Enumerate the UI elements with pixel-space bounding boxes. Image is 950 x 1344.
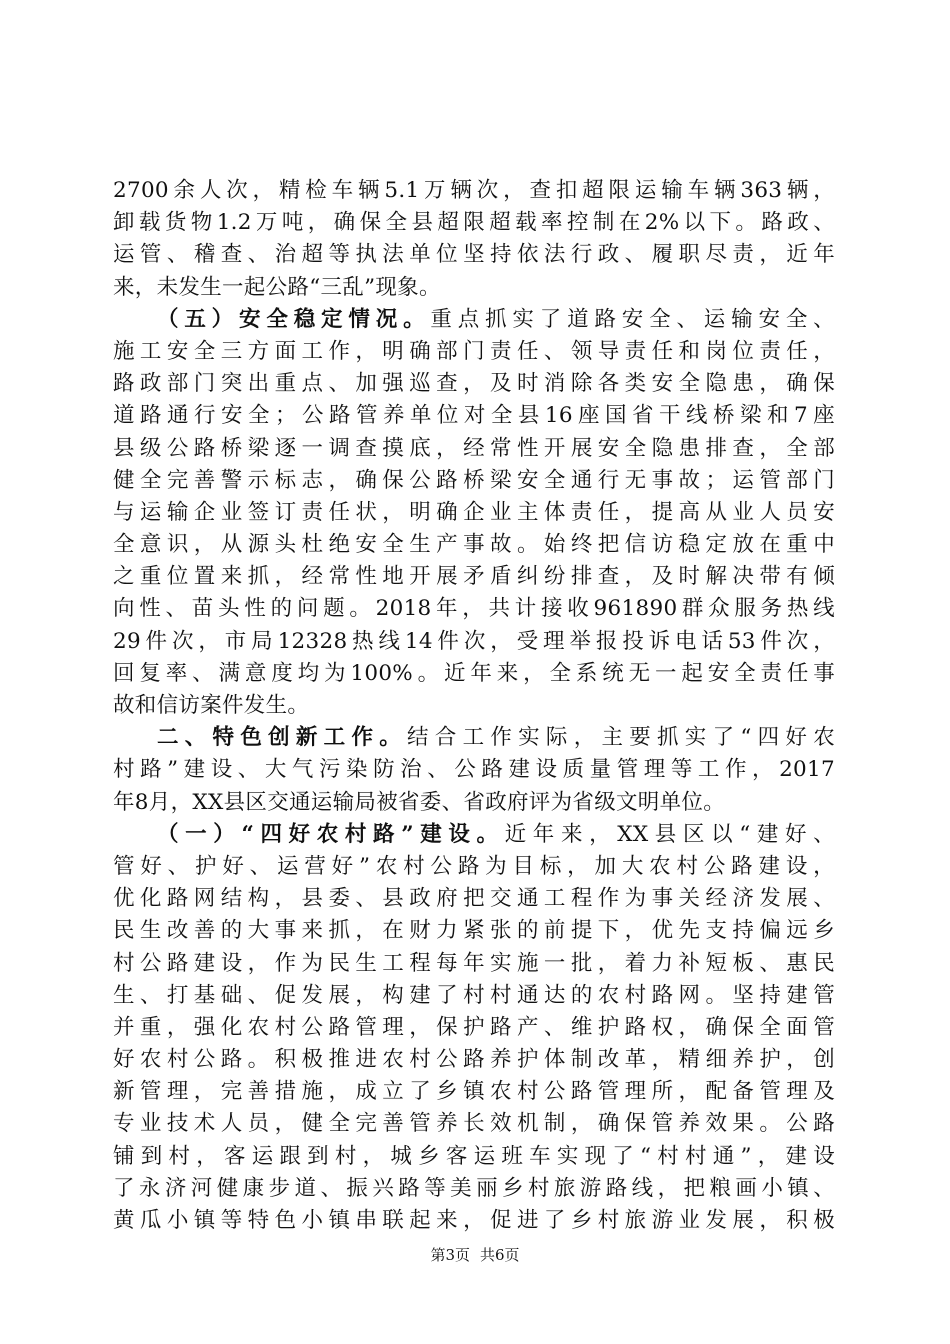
paragraph-text: 管好、护好、运营好”农村公路为目标，加大农村公路建设， (113, 853, 835, 879)
text-line (113, 465, 835, 497)
text-line (113, 1141, 835, 1173)
paragraph-text: 并重，强化农村公路管理，保护路产、维护路权，确保全面管 (113, 1014, 835, 1040)
text-line (113, 658, 835, 690)
text-line (113, 433, 835, 465)
text-line (113, 754, 835, 786)
text-line (113, 400, 835, 432)
text-line (113, 1173, 835, 1205)
text-line (113, 529, 835, 561)
paragraph-text: 结合工作实际，主要抓实了“四好农 (407, 725, 835, 751)
text-line (113, 851, 835, 883)
text-line (113, 1012, 835, 1044)
section-heading: （一）“四好农村路”建设。 (157, 821, 505, 847)
text-line (113, 948, 835, 980)
body-text (113, 175, 835, 1237)
page-number: 第3页 (430, 1246, 470, 1264)
paragraph-text: 道路通行安全；公路管养单位对全县16座国省干线桥梁和7座 (113, 403, 835, 429)
paragraph-text: 施工安全三方面工作，明确部门责任、领导责任和岗位责任， (113, 338, 835, 364)
text-line (113, 239, 835, 271)
section-heading: （五）安全稳定情况。 (157, 306, 431, 332)
text-line (113, 883, 835, 915)
page-footer (0, 1245, 950, 1265)
paragraph-text: 健全完善警示标志，确保公路桥梁安全通行无事故；运管部门 (113, 467, 835, 493)
text-line (113, 722, 835, 754)
page-total: 共6页 (480, 1246, 520, 1264)
text-line (113, 304, 835, 336)
text-line (113, 626, 835, 658)
text-line (113, 593, 835, 625)
paragraph-text: 黄瓜小镇等特色小镇串联起来，促进了乡村旅游业发展，积极 (113, 1208, 835, 1233)
text-line (113, 690, 835, 722)
paragraph-text: 生、打基础、促发展，构建了村村通达的农村路网。坚持建管 (113, 982, 835, 1008)
paragraph-text: 2700余人次，精检车辆5.1万辆次，查扣超限运输车辆363辆， (113, 178, 835, 203)
section-heading: 二、特色创新工作。 (157, 725, 408, 751)
paragraph-text: 向性、苗头性的问题。2018年，共计接收961890群众服务热线 (113, 596, 835, 622)
text-line (113, 819, 835, 851)
paragraph-text: 年8月，XX县区交通运输局被省委、省政府评为省级文明单位。 (113, 789, 725, 815)
paragraph-text: 来，未发生一起公路“三乱”现象。 (113, 274, 441, 300)
paragraph-text: 县级公路桥梁逐一调查摸底，经常性开展安全隐患排查，全部 (113, 435, 835, 461)
text-line (113, 787, 835, 819)
paragraph-text: 了永济河健康步道、振兴路等美丽乡村旅游路线，把粮画小镇、 (113, 1175, 835, 1201)
text-line (113, 1076, 835, 1108)
paragraph-text: 好农村公路。积极推进农村公路养护体制改革，精细养护，创 (113, 1047, 835, 1073)
text-line (113, 497, 835, 529)
text-line (113, 207, 835, 239)
paragraph-text: 民生改善的大事来抓，在财力紧张的前提下，优先支持偏远乡 (113, 918, 835, 944)
paragraph-text: 重点抓实了道路安全、运输安全、 (430, 306, 835, 332)
text-line (113, 980, 835, 1012)
paragraph-text: 村公路建设，作为民生工程每年实施一批，着力补短板、惠民 (113, 950, 835, 976)
text-line (113, 272, 835, 304)
paragraph-text: 故和信访案件发生。 (113, 693, 310, 718)
text-line (113, 1044, 835, 1076)
paragraph-text: 之重位置来抓，经常性地开展矛盾纠纷排查，及时解决带有倾 (113, 564, 835, 590)
text-line (113, 368, 835, 400)
paragraph-text: 卸载货物1.2万吨，确保全县超限超载率控制在2%以下。路政、 (113, 210, 835, 236)
text-line (113, 561, 835, 593)
paragraph-text: 优化路网结构，县委、县政府把交通工程作为事关经济发展、 (113, 886, 835, 912)
paragraph-text: 运管、稽查、治超等执法单位坚持依法行政、履职尽责，近年 (113, 242, 835, 268)
text-line (113, 175, 835, 207)
text-line (113, 915, 835, 947)
paragraph-text: 村路”建设、大气污染防治、公路建设质量管理等工作，2017 (113, 757, 835, 783)
text-line (113, 336, 835, 368)
paragraph-text: 与运输企业签订责任状，明确企业主体责任，提高从业人员安 (113, 499, 835, 525)
paragraph-text: 新管理，完善措施，成立了乡镇农村公路管理所，配备管理及 (113, 1079, 835, 1105)
text-line (113, 1108, 835, 1140)
paragraph-text: 29件次，市局12328热线14件次，受理举报投诉电话53件次， (113, 628, 835, 654)
paragraph-text: 回复率、满意度均为100%。近年来，全系统无一起安全责任事 (113, 660, 835, 686)
paragraph-text: 铺到村，客运跟到村，城乡客运班车实现了“村村通”，建设 (113, 1143, 835, 1169)
paragraph-text: 专业技术人员，健全完善管养长效机制，确保管养效果。公路 (113, 1111, 835, 1137)
paragraph-text: 全意识，从源头杜绝安全生产事故。始终把信访稳定放在重中 (113, 532, 835, 558)
paragraph-text: 近年来，XX县区以“建好、 (504, 821, 835, 847)
text-line (113, 1205, 835, 1237)
paragraph-text: 路政部门突出重点、加强巡查，及时消除各类安全隐患，确保 (113, 371, 835, 397)
